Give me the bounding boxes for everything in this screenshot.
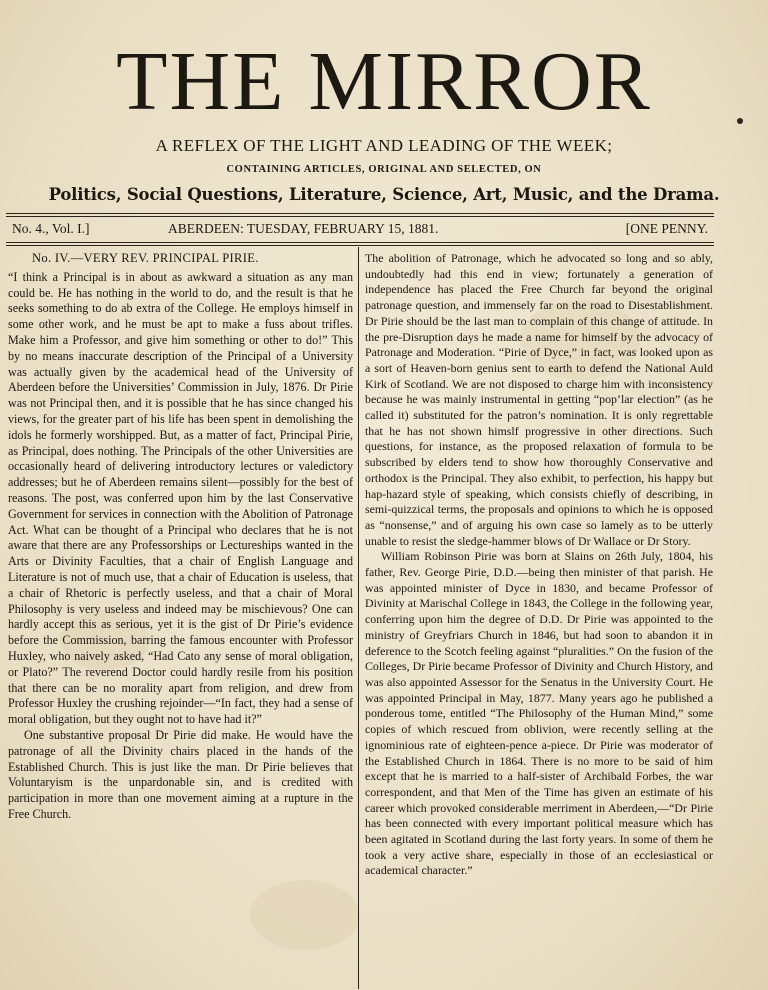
article-column-left [8,251,353,823]
article-paragraph: The abolition of Patronage, which he advocated so long and so ably, undoubtedly had this end in view; fortunately a generation of independence has placed the Free Church far beyond the original patronage question, and immensely far on the road to Disestablishment. Dr Pirie should be the last man to complain of this change of attitude. In the pre-Disruption days he made a name for himself by the advocacy of Patronage and Moderation. “Pirie of Dyce,” in fact, was looked upon as a sort of Heaven-born genius sent to earth to defend the National Auld Kirk of Scotland. We are not disposed to charge him with inconsistency because he was mainly instrumental in getting “pop’lar election” (as he called it) substituted for the patron’s nomination. It is only regrettable that he has not shown himslf progressive in other directions. Such questions, for instance, as the proposed relaxation of formula to be subscribed by elders tend to show how thoroughly Conservative and orthodox is the Principal. They also exhibit, to perfection, his happy but hap-hazard style of speaking, which consists chiefly of describing, in semi-quizzical terms, the proposals and opinions to which he is opposed as “nonsense,” and of arguing his own case so lamely as to be utterly unable to resist the sledge-hammer blows of Dr Wallace or Dr Story. [365,251,713,548]
newspaper-title: THE MIRROR [116,35,652,128]
containing-line: CONTAINING ARTICLES, ORIGINAL AND SELECTED, ON [226,164,542,175]
article-paragraph: William Robinson Pirie was born at Slains on 26th July, 1804, his father, Rev. George Pirie, D.D.—being then minister of that parish. He was appointed minister of Dyce in 1830, and became Professor of Divinity at Marischal College in 1843, the College in the following year, conferring upon him the degree of D.D. Dr Pirie was appointed to the ministry of Greyfriars Church in 1846, but had soon to abandon it in deference to the Scotch feeling against “pluralities.” On the fusion of the Colleges, Dr Pirie became Professor of Divinity and Church History, and was also appointed Assessor for the Senatus in the University Court. He was appointed Principal in May, 1877. Many years ago he published a ponderous tome, entitled “The Philosophy of the Human Mind,” some copies of which rescued from oblivion, were recently selling at the ignominious rate of eighteen-pence a-piece. Dr Pirie was moderator of the Established Church in 1864. There is no more to be said of him except that he is married to a half-sister of Archibald Forbes, the war correspondent, and that Men of the Time has given an estimate of his career which provoked considerable merriment in Aberdeen,—“Dr Pirie has been connected with every important political measure which has been agitated in Scotland during the last forty years. In some of them he took a very active share, especially in those of an ecclesiastical or academical character.” [365,549,713,878]
article-paragraph: “I think a Principal is in about as awkward a situation as any man could be. He has nothing in the world to do, and the result is that he seeks something to do ab extra of the College. He employs himself in some other work, and he must be apt to make a fuss about trifles. Make him a Professor, and give him something or other to do!” This by no means inaccurate description of the Principal of a University was actually given by the academical head of the University of Aberdeen before the Universities’ Commission in July, 1876. Dr Pirie was not Principal then, and it is possible that he has since changed his views, for the greater part of his life has been spent in demolishing the idols he formerly worshipped. But, as a matter of fact, Principal Pirie, as Principal, does nothing. The Principals of the other Universities are occasionally heard of delivering introductory lectures or valedictory addresses; but he of Aberdeen remains silent—possibly for the best of reasons. The post, was conferred upon him by the last Conservative Government for services in connection with the Abolition of Patronage Act. What can be thought of a Principal who declares that he is not aware that there are any Professorships or Lectureships wanted in the Arts or Divinity Faculties, that a chair of English Language and Literature is not of much use, that a chair of Education is useless, that a chair of Rhetoric is perfectly useless, and that a chair of Moral Philosophy is very useless and indeed may be mischievous? One can hardly accept this as serious, yet it is the gist of Dr Pirie’s evidence before the Commission, barring the famous encounter with Professor Huxley, who naively asked, “Had Cato any sense of moral obligation, or Plato?” The reverend Doctor could hardly resile from his position that there can be no morality apart from religion, and drew from Professor Huxley the crushing rejoinder—“In fact, they had a sense of moral obligation, but they ought not to have had it?” [8,269,353,727]
ink-dot [737,118,743,124]
column-divider [358,247,359,989]
article-paragraph: One substantive proposal Dr Pirie did make. He would have the patronage of all the Divinity chairs placed in the hands of the Established Church. This is just like the man. Dr Pirie believes that Voluntaryism is the unpardonable sin, and is credited with participation in more than one movement aiming at a rupture in the Free Church. [8,727,353,821]
newspaper-subtitle: A REFLEX OF THE LIGHT AND LEADING OF THE WEEK; [155,136,613,155]
issue-price: [ONE PENNY. [625,221,708,236]
dateline [12,219,708,241]
dateline-rule [6,242,714,243]
dateline-rule-inner [6,245,714,246]
article-column-right [365,251,713,879]
masthead [8,34,760,204]
top-rule-inner [6,216,714,217]
issue-date: ABERDEEN: TUESDAY, FEBRUARY 15, 1881. [168,221,439,236]
topics-line: Politics, Social Questions, Literature, Science, Art, Music, and the Drama. [48,185,720,204]
issue-number: No. 4., Vol. I.] [12,221,90,236]
top-rule [6,213,714,214]
article-heading: No. IV.—VERY REV. PRINCIPAL PIRIE. [32,251,259,265]
